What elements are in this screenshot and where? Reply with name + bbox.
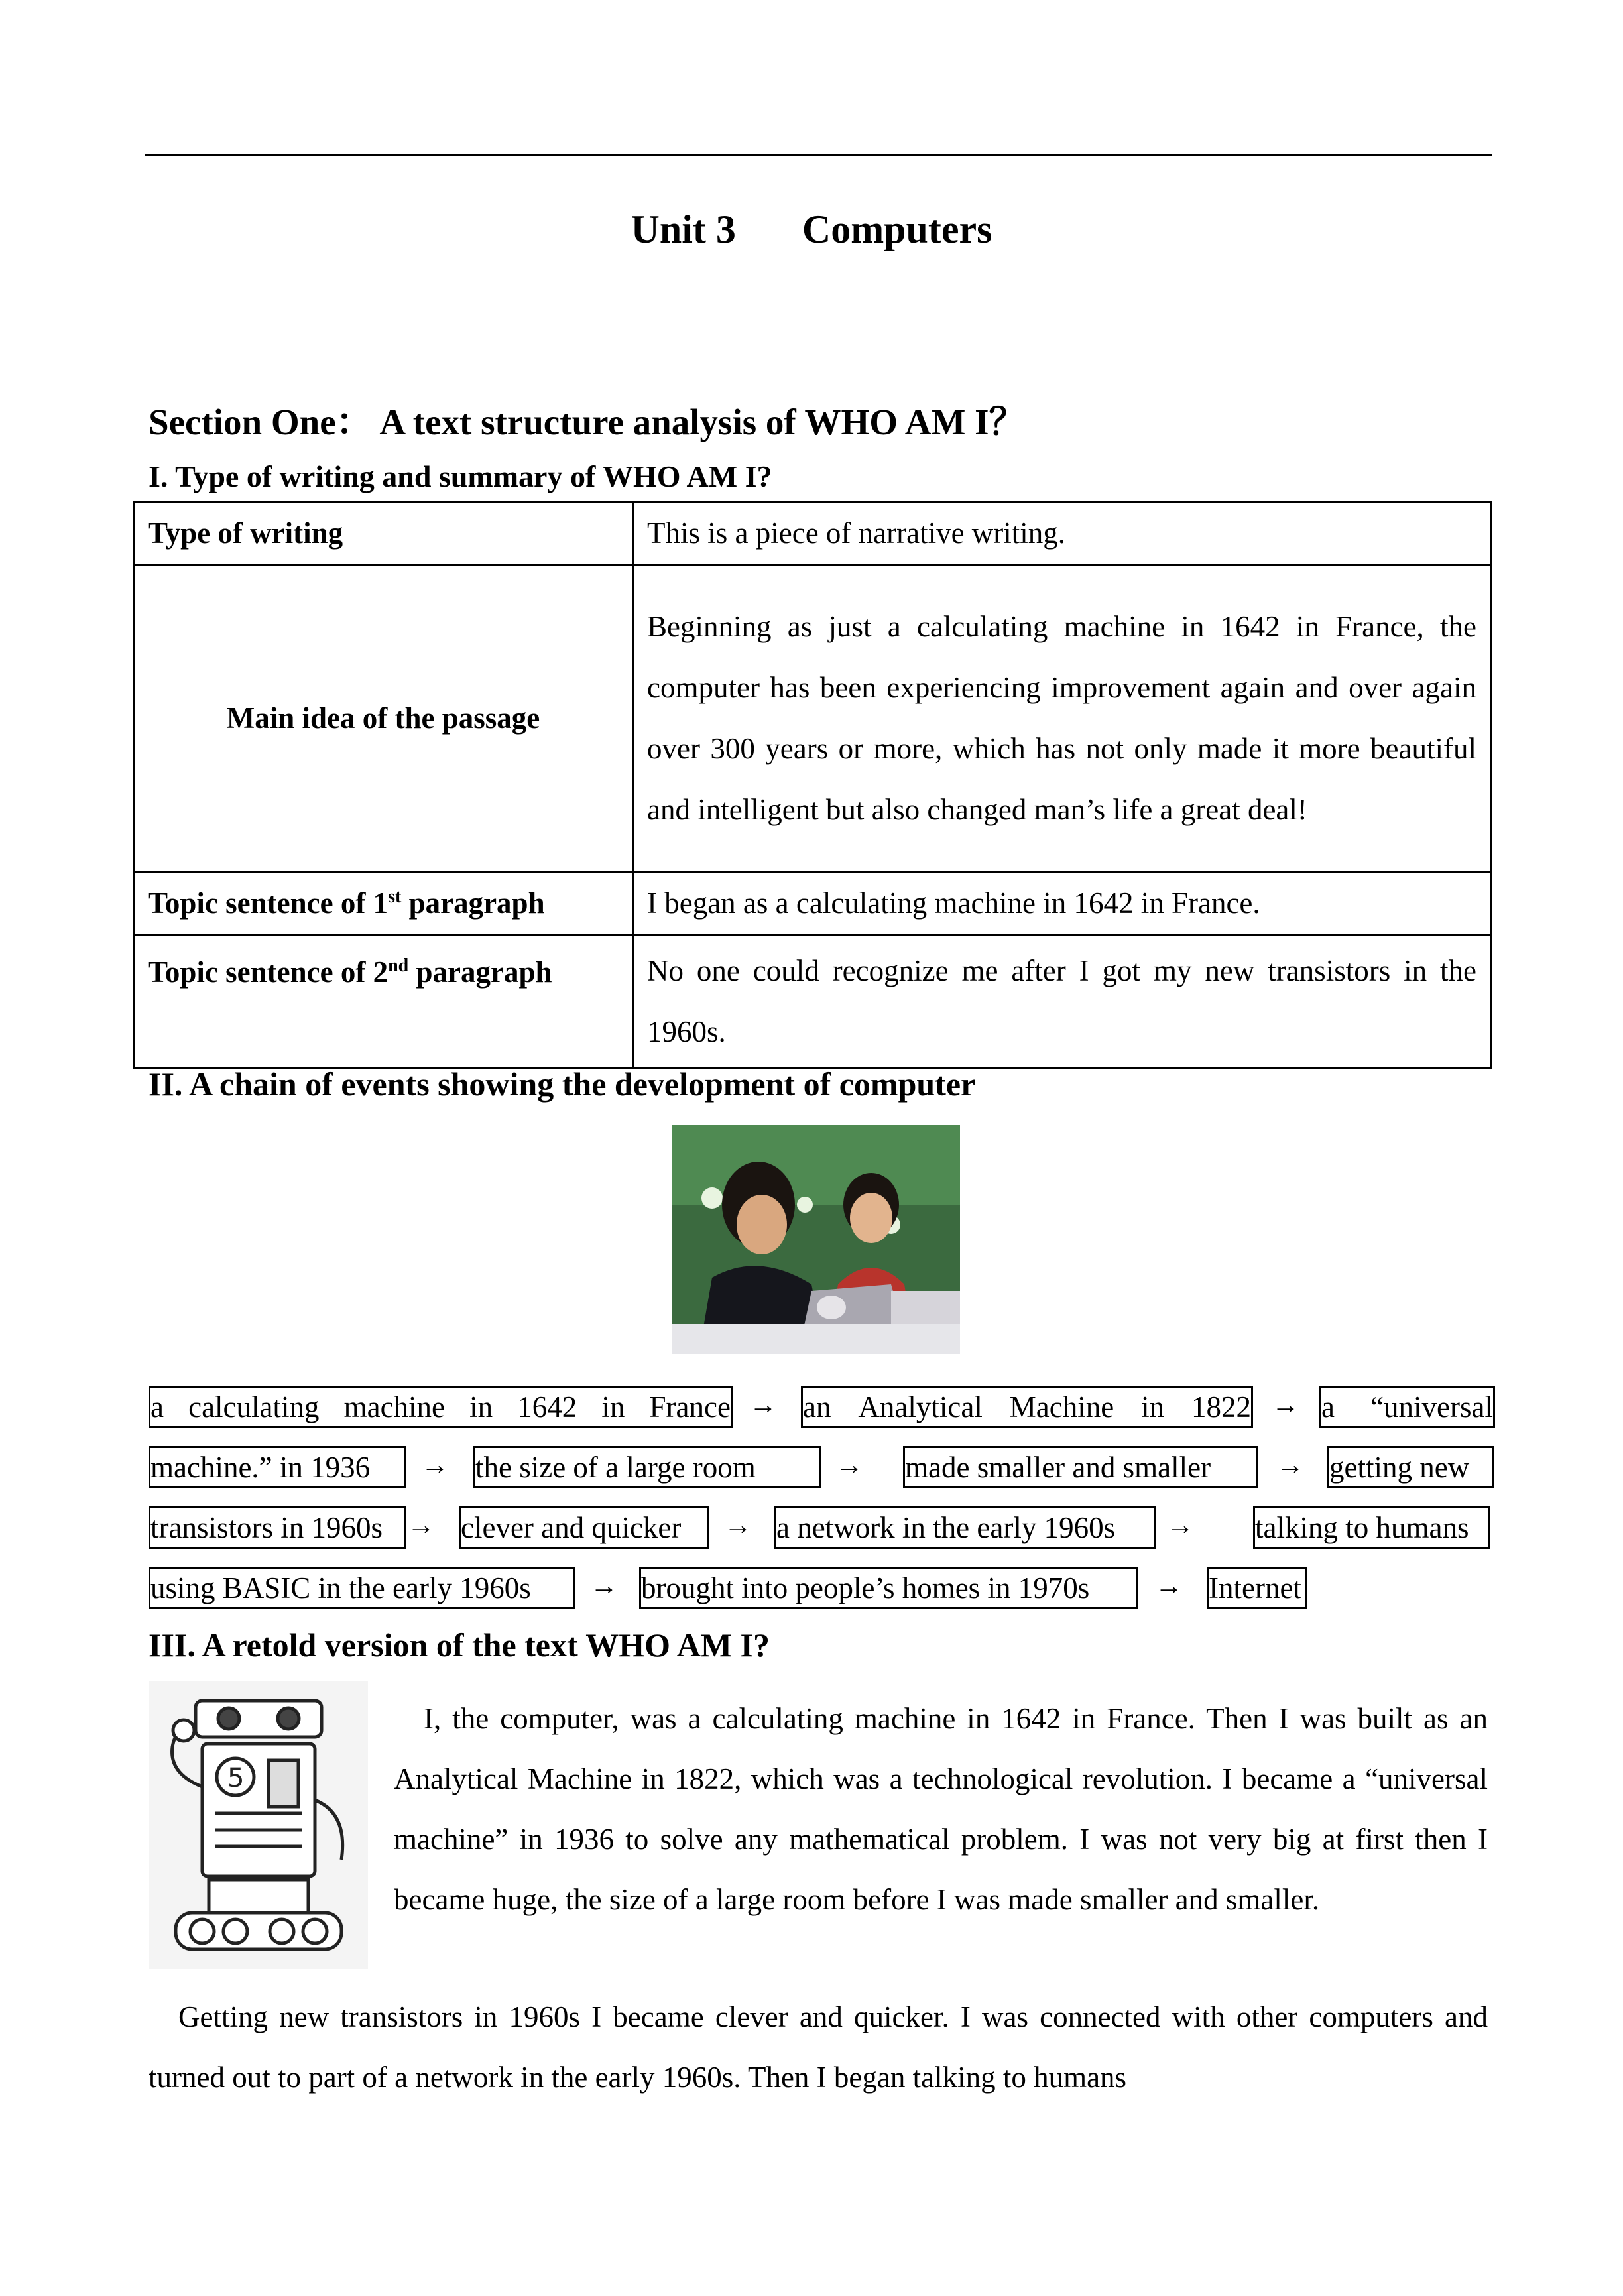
- part1-heading: I. Type of writing and summary of WHO AM I?: [149, 459, 772, 493]
- arrow-icon: →: [749, 1390, 777, 1420]
- table-row: [134, 565, 1491, 872]
- event-box: clever and quicker: [459, 1506, 709, 1549]
- arrow-icon: →: [1155, 1571, 1183, 1601]
- event-chain-line-4: [149, 1567, 1493, 1609]
- table-row: [134, 872, 1491, 935]
- row-label: Topic sentence of 1st paragraph: [134, 872, 633, 935]
- event-box: talking to humans: [1253, 1506, 1490, 1549]
- event-chain-line-1: [149, 1386, 1493, 1428]
- event-box: getting new: [1327, 1446, 1494, 1488]
- row-value: No one could recognize me after I got my new transistors in the 1960s.: [633, 935, 1491, 1068]
- arrow-icon: →: [407, 1510, 435, 1541]
- unit-topic: Computers: [802, 208, 992, 251]
- section-one-heading: Section One： A text structure analysis of WHO AM I？: [149, 402, 1026, 442]
- event-box: a calculating machine in 1642 in France: [149, 1386, 733, 1428]
- unit-label: Unit 3: [631, 208, 736, 251]
- event-box: brought into people’s homes in 1970s: [639, 1567, 1138, 1609]
- arrow-icon: →: [724, 1510, 752, 1541]
- teacher-student-laptop-photo: [672, 1125, 960, 1354]
- robot-illustration: [149, 1681, 368, 1969]
- table-row: [134, 502, 1491, 565]
- event-chain-line-2: [149, 1446, 1493, 1488]
- arrow-icon: →: [1276, 1450, 1304, 1480]
- event-box: the size of a large room: [473, 1446, 821, 1488]
- row-value: Beginning as just a calculating machine in 1642 in France, the computer has been experiencing improvement again and over again over 300 years or more, which has not only made it more beautiful and intelligent but also changed man’s life a great deal!: [633, 565, 1491, 872]
- event-box: a network in the early 1960s: [774, 1506, 1156, 1549]
- row-label: Type of writing: [134, 502, 633, 565]
- event-box: transistors in 1960s: [149, 1506, 406, 1549]
- event-box: made smaller and smaller: [903, 1446, 1258, 1488]
- event-box: a “universal: [1319, 1386, 1495, 1428]
- summary-table: [133, 501, 1492, 1069]
- event-box: an Analytical Machine in 1822: [801, 1386, 1253, 1428]
- row-label: Topic sentence of 2nd paragraph: [134, 935, 633, 1068]
- event-chain-line-3: [149, 1506, 1493, 1549]
- arrow-icon: →: [421, 1450, 449, 1480]
- event-box: Internet: [1207, 1567, 1307, 1609]
- retold-paragraph-2: Getting new transistors in 1960s I became clever and quicker. I was connected with other computers and turned out to part of a network in the early 1960s. Then I began talking to humans: [149, 2000, 1488, 2094]
- arrow-icon: →: [835, 1450, 863, 1480]
- event-box: machine.” in 1936: [149, 1446, 406, 1488]
- part3-heading: III. A retold version of the text WHO AM I?: [149, 1626, 770, 1663]
- svg-text:5: 5: [227, 1763, 245, 1793]
- event-box: using BASIC in the early 1960s: [149, 1567, 575, 1609]
- row-value: I began as a calculating machine in 1642 in France.: [633, 872, 1491, 935]
- arrow-icon: →: [1272, 1390, 1299, 1420]
- arrow-icon: →: [1166, 1510, 1194, 1541]
- retold-paragraph-1: I, the computer, was a calculating machine in 1642 in France. Then I was built as an Analytical Machine in 1822, which was a technological revolution. I became a “universal machine” in 1936 to solve any mathematical problem. I was not very big at first then I became huge, the size of a large room before I was made smaller and smaller.: [394, 1702, 1488, 1916]
- table-row: [134, 935, 1491, 1068]
- arrow-icon: →: [590, 1571, 618, 1601]
- part2-heading: II. A chain of events showing the development of computer: [149, 1065, 976, 1103]
- page-title: [0, 207, 1623, 253]
- row-value: This is a piece of narrative writing.: [633, 502, 1491, 565]
- header-rule: [145, 154, 1492, 156]
- row-label: Main idea of the passage: [134, 565, 633, 872]
